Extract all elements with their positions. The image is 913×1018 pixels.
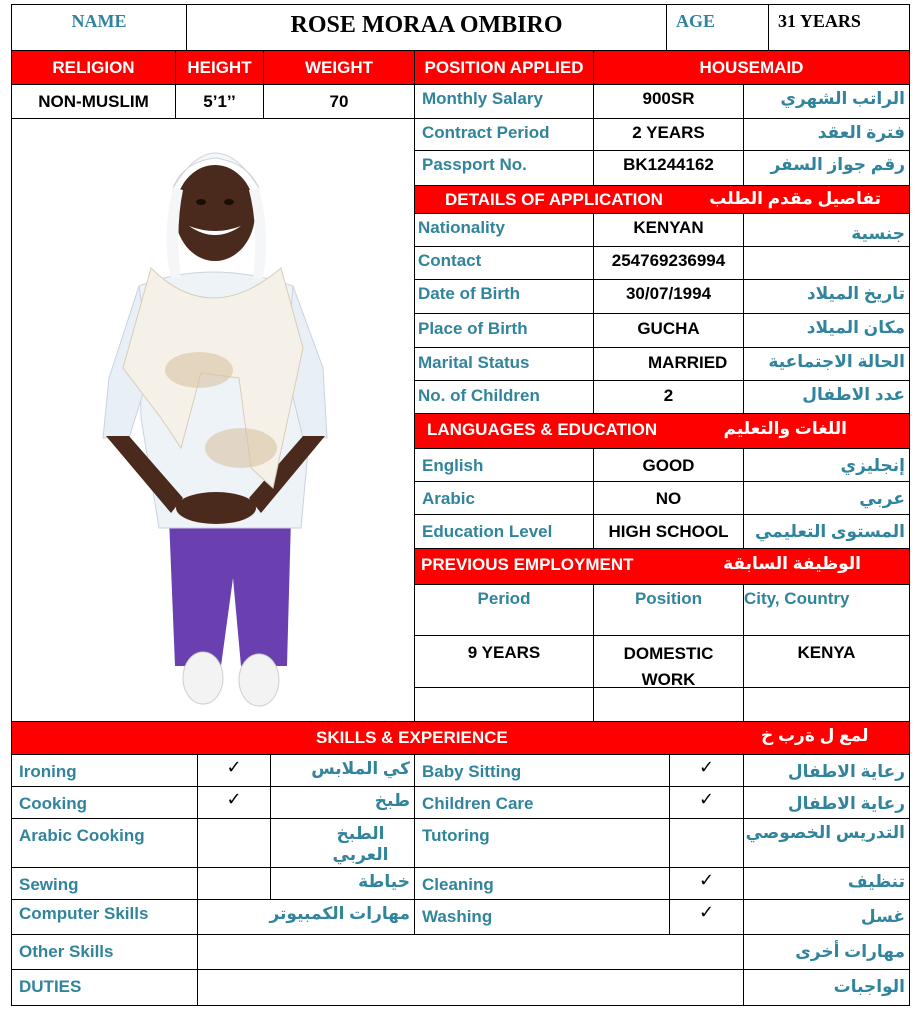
contact-label: Contact — [414, 246, 594, 280]
contract-period-label: Contract Period — [414, 118, 594, 151]
arabic-label: Arabic — [414, 481, 594, 515]
religion-label: RELIGION — [11, 50, 176, 85]
skill-tutoring-arabic: التدريس الخصوصي — [743, 818, 910, 868]
employment-heading-arabic: الوظيفة السابقة — [723, 554, 861, 573]
passport-label: Passport No. — [414, 150, 594, 186]
marital-arabic: الحالة الاجتماعية — [743, 347, 910, 381]
skill-computer: Computer Skills — [11, 899, 198, 935]
skill-computer-arabic: مهارات الكمبيوتر — [197, 899, 415, 935]
pob-arabic: مكان الميلاد — [743, 313, 910, 348]
weight-value: 70 — [263, 84, 415, 119]
employment-col-position: Position — [593, 584, 744, 636]
skill-ironing-arabic: كي الملابس — [270, 754, 415, 787]
contact-value: 254769236994 — [593, 246, 744, 280]
education-label: Education Level — [414, 514, 594, 549]
employment-col-period: Period — [414, 584, 594, 636]
dob-label: Date of Birth — [414, 279, 594, 314]
details-heading — [414, 185, 910, 214]
employment-location-value: KENYA — [743, 635, 910, 688]
arabic-arabic: عربي — [743, 481, 910, 515]
position-applied-label: POSITION APPLIED — [414, 50, 594, 85]
religion-value: NON-MUSLIM — [11, 84, 176, 119]
skill-washing-arabic: غسل — [743, 899, 910, 935]
position-applied-value: HOUSEMAID — [593, 50, 910, 85]
skill-tutoring: Tutoring — [414, 818, 670, 868]
skill-sewing: Sewing — [11, 867, 198, 900]
sewing-check — [197, 867, 271, 900]
skill-children-care: Children Care — [414, 786, 670, 819]
duties-value — [197, 969, 744, 1006]
marital-label: Marital Status — [414, 347, 594, 381]
skill-baby-sitting: Baby Sitting — [414, 754, 670, 787]
duties-label: DUTIES — [11, 969, 198, 1006]
nationality-value: KENYAN — [593, 213, 744, 247]
skill-cooking-arabic: طبخ — [270, 786, 415, 819]
baby-sitting-check: ✓ — [669, 754, 744, 787]
skill-ironing: Ironing — [11, 754, 198, 787]
skills-heading-arabic: لمع ل ةرب خ — [761, 726, 869, 745]
salary-value: 900SR — [593, 84, 744, 119]
employment-heading — [414, 548, 910, 585]
skills-heading-text: SKILLS & EXPERIENCE — [316, 728, 508, 747]
other-skills-label: Other Skills — [11, 934, 198, 970]
dob-arabic: تاريخ الميلاد — [743, 279, 910, 314]
contract-period-arabic: فترة العقد — [743, 118, 910, 151]
passport-value: BK1244162 — [593, 150, 744, 186]
height-label: HEIGHT — [175, 50, 264, 85]
skill-cleaning: Cleaning — [414, 867, 670, 900]
skill-cleaning-arabic: تنظيف — [743, 867, 910, 900]
dob-value: 30/07/1994 — [593, 279, 744, 314]
salary-arabic: الراتب الشهري — [743, 84, 910, 119]
other-skills-value — [197, 934, 744, 970]
children-arabic: عدد الاطفال — [743, 380, 910, 414]
nationality-arabic: جنسية — [743, 213, 910, 247]
languages-heading — [414, 413, 910, 449]
skill-baby-sitting-arabic: رعاية الاطفال — [743, 754, 910, 787]
duties-arabic: الواجبات — [743, 969, 910, 1006]
tutoring-check — [669, 818, 744, 868]
skill-cooking: Cooking — [11, 786, 198, 819]
languages-heading-arabic: اللغات والتعليم — [723, 419, 847, 438]
english-arabic: إنجليزي — [743, 448, 910, 482]
details-heading-text: DETAILS OF APPLICATION — [445, 190, 663, 209]
education-value: HIGH SCHOOL — [593, 514, 744, 549]
employment-col-location: City, Country — [743, 584, 910, 636]
contact-arabic-empty — [743, 246, 910, 280]
pob-value: GUCHA — [593, 313, 744, 348]
arabic-value: NO — [593, 481, 744, 515]
skill-sewing-arabic: خياطة — [270, 867, 415, 900]
pob-label: Place of Birth — [414, 313, 594, 348]
employment-heading-text: PREVIOUS EMPLOYMENT — [421, 555, 634, 574]
skill-arabic-cooking: Arabic Cooking — [11, 818, 198, 868]
employment-empty-2 — [593, 687, 744, 722]
children-label: No. of Children — [414, 380, 594, 414]
languages-heading-text: LANGUAGES & EDUCATION — [427, 420, 658, 439]
education-arabic: المستوى التعليمي — [743, 514, 910, 549]
arabic-cooking-check — [197, 818, 271, 868]
name-value: ROSE MORAA OMBIRO — [186, 4, 667, 51]
applicant-photo — [11, 118, 415, 721]
employment-position-value: DOMESTIC WORK — [593, 635, 744, 688]
salary-label: Monthly Salary — [414, 84, 594, 119]
skill-arabic-cooking-arabic: الطبخ العربي — [270, 818, 415, 868]
cooking-check: ✓ — [197, 786, 271, 819]
details-heading-arabic: تفاصيل مقدم الطلب — [709, 189, 881, 208]
skill-washing: Washing — [414, 899, 670, 935]
washing-check: ✓ — [669, 899, 744, 935]
skills-heading — [11, 721, 910, 755]
skill-children-care-arabic: رعاية الاطفال — [743, 786, 910, 819]
nationality-label: Nationality — [414, 213, 594, 247]
passport-arabic: رقم جواز السفر — [743, 150, 910, 186]
employment-empty-1 — [414, 687, 594, 722]
name-label: NAME — [11, 4, 187, 51]
ironing-check: ✓ — [197, 754, 271, 787]
marital-value: MARRIED — [593, 347, 744, 381]
weight-label: WEIGHT — [263, 50, 415, 85]
employment-period-value: 9 YEARS — [414, 635, 594, 688]
other-skills-arabic: مهارات أخرى — [743, 934, 910, 970]
english-label: English — [414, 448, 594, 482]
age-label: AGE — [666, 4, 769, 51]
contract-period-value: 2 YEARS — [593, 118, 744, 151]
cleaning-check: ✓ — [669, 867, 744, 900]
employment-empty-3 — [743, 687, 910, 722]
children-care-check: ✓ — [669, 786, 744, 819]
english-value: GOOD — [593, 448, 744, 482]
age-value: 31 YEARS — [768, 4, 910, 51]
children-value: 2 — [593, 380, 744, 414]
height-value: 5’1’’ — [175, 84, 264, 119]
